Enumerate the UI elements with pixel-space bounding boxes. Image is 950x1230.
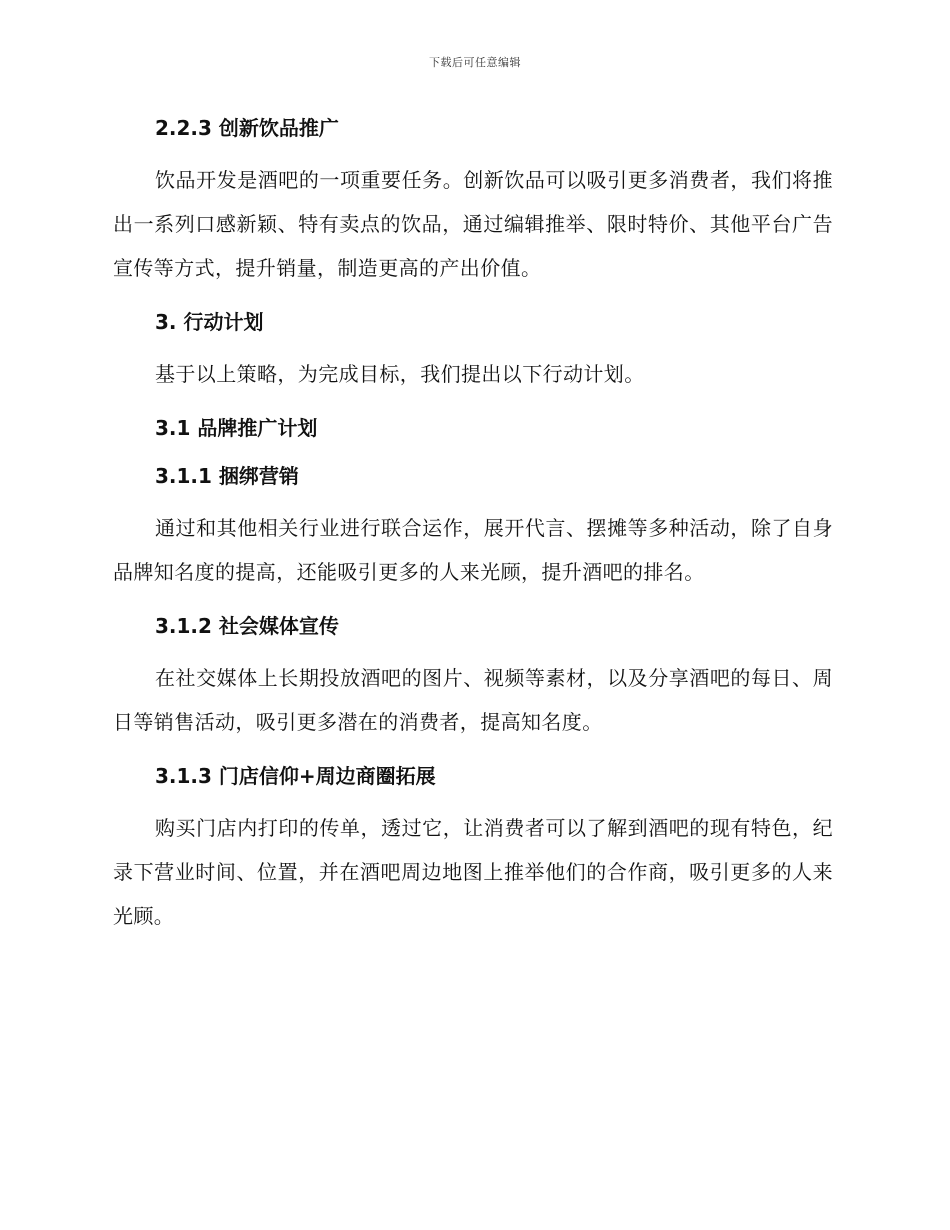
page-header: 下载后可任意编辑: [429, 56, 521, 69]
section-paragraph-3-1-1: 通过和其他相关行业进行联合运作，展开代言、摆摊等多种活动，除了自身品牌知名度的提高，还能吸引更多的人来光顾，提升酒吧的排名。: [113, 516, 833, 584]
section-paragraph-3: 基于以上策略，为完成目标，我们提出以下行动计划。: [155, 362, 645, 386]
section-heading-3: 3. 行动计划: [155, 310, 264, 334]
section-heading-3-1-1: 3.1.1 捆绑营销: [155, 464, 299, 488]
section-heading-3-1: 3.1 品牌推广计划: [155, 416, 318, 440]
document-body: [113, 110, 833, 938]
section-heading-3-1-2: 3.1.2 社会媒体宣传: [155, 614, 339, 638]
section-paragraph-3-1-3: 购买门店内打印的传单，透过它，让消费者可以了解到酒吧的现有特色，纪录下营业时间、位置，并在酒吧周边地图上推举他们的合作商，吸引更多的人来光顾。: [113, 816, 833, 928]
section-paragraph-2-2-3: 饮品开发是酒吧的一项重要任务。创新饮品可以吸引更多消费者，我们将推出一系列口感新颖、特有卖点的饮品，通过编辑推举、限时特价、其他平台广告宣传等方式，提升销量，制造更高的产出价值。: [113, 168, 833, 280]
section-paragraph-3-1-2: 在社交媒体上长期投放酒吧的图片、视频等素材，以及分享酒吧的每日、周日等销售活动，吸引更多潜在的消费者，提高知名度。: [113, 666, 833, 734]
section-heading-3-1-3: 3.1.3 门店信仰+周边商圈拓展: [155, 764, 436, 788]
section-heading-2-2-3: 2.2.3 创新饮品推广: [155, 116, 339, 140]
